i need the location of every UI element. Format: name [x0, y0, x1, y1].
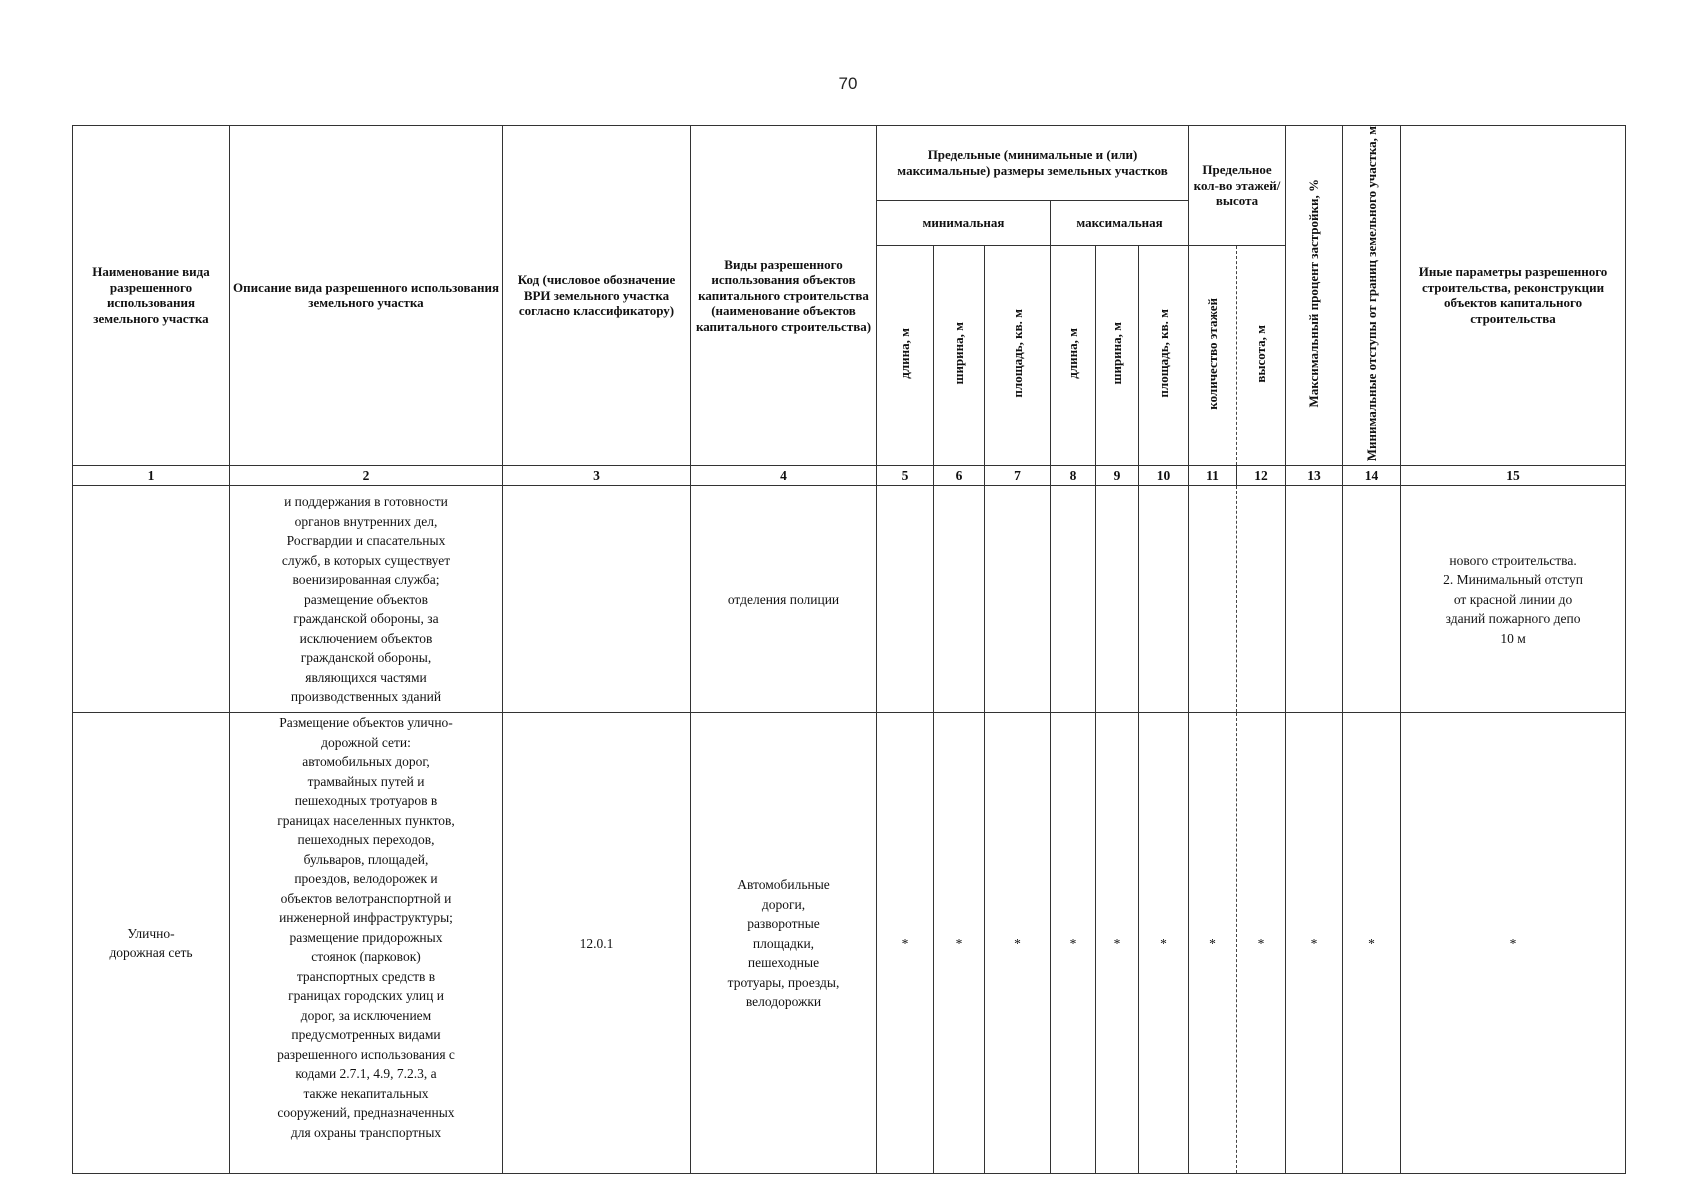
column-number: 10 [1139, 465, 1189, 486]
row-use-name: Улично- дорожная сеть [73, 713, 230, 1174]
column-number: 4 [691, 465, 877, 486]
header-col9 [1096, 245, 1139, 465]
header-col5-text: длина, м [897, 328, 913, 379]
header-col10 [1139, 245, 1189, 465]
header-floors-group: Предельное кол-во этажей/ высота [1189, 126, 1286, 246]
param-cell [985, 486, 1051, 713]
page-number: 70 [838, 74, 858, 93]
param-cell [1343, 486, 1401, 713]
header-col7-text: площадь, кв. м [1009, 309, 1025, 398]
row-other-params: * [1401, 713, 1626, 1174]
header-col11-text: количество этажей [1204, 297, 1220, 410]
param-min-area: * [985, 713, 1051, 1174]
row-use-description: и поддержания в готовности органов внутренних дел, Росгвардии и спасательных служб, в которых существует военизированная служба; размещение объектов гражданской обороны, за исключением объектов гражданской обороны, являющихся частями производственных зданий [230, 486, 503, 713]
param-max-length: * [1051, 713, 1096, 1174]
header-maximal: максимальная [1051, 200, 1189, 245]
header-col9-text: ширина, м [1109, 322, 1125, 385]
header-col4: Виды разрешенного использования объектов капитального строительства (наименование объектов капитального строительства) [691, 126, 877, 466]
column-number: 6 [934, 465, 985, 486]
column-number: 12 [1237, 465, 1286, 486]
header-minimal: минимальная [877, 200, 1051, 245]
header-col7 [985, 245, 1051, 465]
column-number: 8 [1051, 465, 1096, 486]
param-cell [934, 486, 985, 713]
header-col15: Иные параметры разрешенного строительства, реконструкции объектов капитального строительства [1401, 126, 1626, 466]
table-row [73, 713, 1626, 1174]
param-cell [877, 486, 934, 713]
param-height: * [1237, 713, 1286, 1174]
header-col10-text: площадь, кв. м [1155, 309, 1171, 398]
param-min-setback: * [1343, 713, 1401, 1174]
header-plot-sizes: Предельные (минимальные и (или) максимальные) размеры земельных участков [877, 126, 1189, 201]
header-col8 [1051, 245, 1096, 465]
param-min-length: * [877, 713, 934, 1174]
table-row [73, 486, 1626, 713]
row-use-code: 12.0.1 [503, 713, 691, 1174]
header-col14 [1343, 126, 1401, 466]
column-number: 1 [73, 465, 230, 486]
param-min-width: * [934, 713, 985, 1174]
param-cell [1139, 486, 1189, 713]
param-floors: * [1189, 713, 1237, 1174]
column-number: 2 [230, 465, 503, 486]
header-col12 [1237, 245, 1286, 465]
header-col5 [877, 245, 934, 465]
param-max-coverage: * [1286, 713, 1343, 1174]
param-cell [1051, 486, 1096, 713]
column-number: 3 [503, 465, 691, 486]
header-col1: Наименование вида разрешенного использования земельного участка [73, 126, 230, 466]
column-number: 7 [985, 465, 1051, 486]
row-capital-objects: отделения полиции [691, 486, 877, 713]
param-cell [1096, 486, 1139, 713]
param-cell [1237, 486, 1286, 713]
column-number: 13 [1286, 465, 1343, 486]
header-col6-text: ширина, м [951, 322, 967, 385]
header-col6 [934, 245, 985, 465]
row-capital-objects: Автомобильные дороги, разворотные площадки, пешеходные тротуары, проезды, велодорожки [691, 713, 877, 1174]
header-col13-text: Максимальный процент застройки, % [1306, 179, 1322, 408]
header-col14-text: Минимальные отступы от границ земельного участка, м [1363, 126, 1379, 462]
header-col13 [1286, 126, 1343, 466]
column-number: 11 [1189, 465, 1237, 486]
header-col12-text: высота, м [1253, 324, 1269, 383]
param-max-area: * [1139, 713, 1189, 1174]
column-number: 5 [877, 465, 934, 486]
column-number: 15 [1401, 465, 1626, 486]
column-number: 14 [1343, 465, 1401, 486]
row-use-name [73, 486, 230, 713]
regulations-table [72, 125, 1626, 1174]
column-number: 9 [1096, 465, 1139, 486]
header-col2: Описание вида разрешенного использования земельного участка [230, 126, 503, 466]
header-col8-text: длина, м [1065, 328, 1081, 379]
row-use-description: Размещение объектов улично- дорожной сети: автомобильных дорог, трамвайных путей и пешеходных тротуаров в границах населенных пунктов, пешеходных переходов, бульваров, площадей, проездов, велодорожек и объектов велотранспортной и инженерной инфраструктуры; размещение придорожных стоянок (парковок) транспортных средств в границах городских улиц и дорог, за исключением предусмотренных видами разрешенного использования с кодами 2.7.1, 4.9, 7.2.3, а также некапитальных сооружений, предназначенных для охраны транспортных [230, 713, 503, 1174]
param-max-width: * [1096, 713, 1139, 1174]
param-cell [1189, 486, 1237, 713]
column-number-row [73, 465, 1626, 486]
header-col3: Код (числовое обозначение ВРИ земельного участка согласно классификатору) [503, 126, 691, 466]
header-col11 [1189, 245, 1237, 465]
row-other-params: нового строительства. 2. Минимальный отступ от красной линии до зданий пожарного депо 10 м [1401, 486, 1626, 713]
row-use-code [503, 486, 691, 713]
param-cell [1286, 486, 1343, 713]
